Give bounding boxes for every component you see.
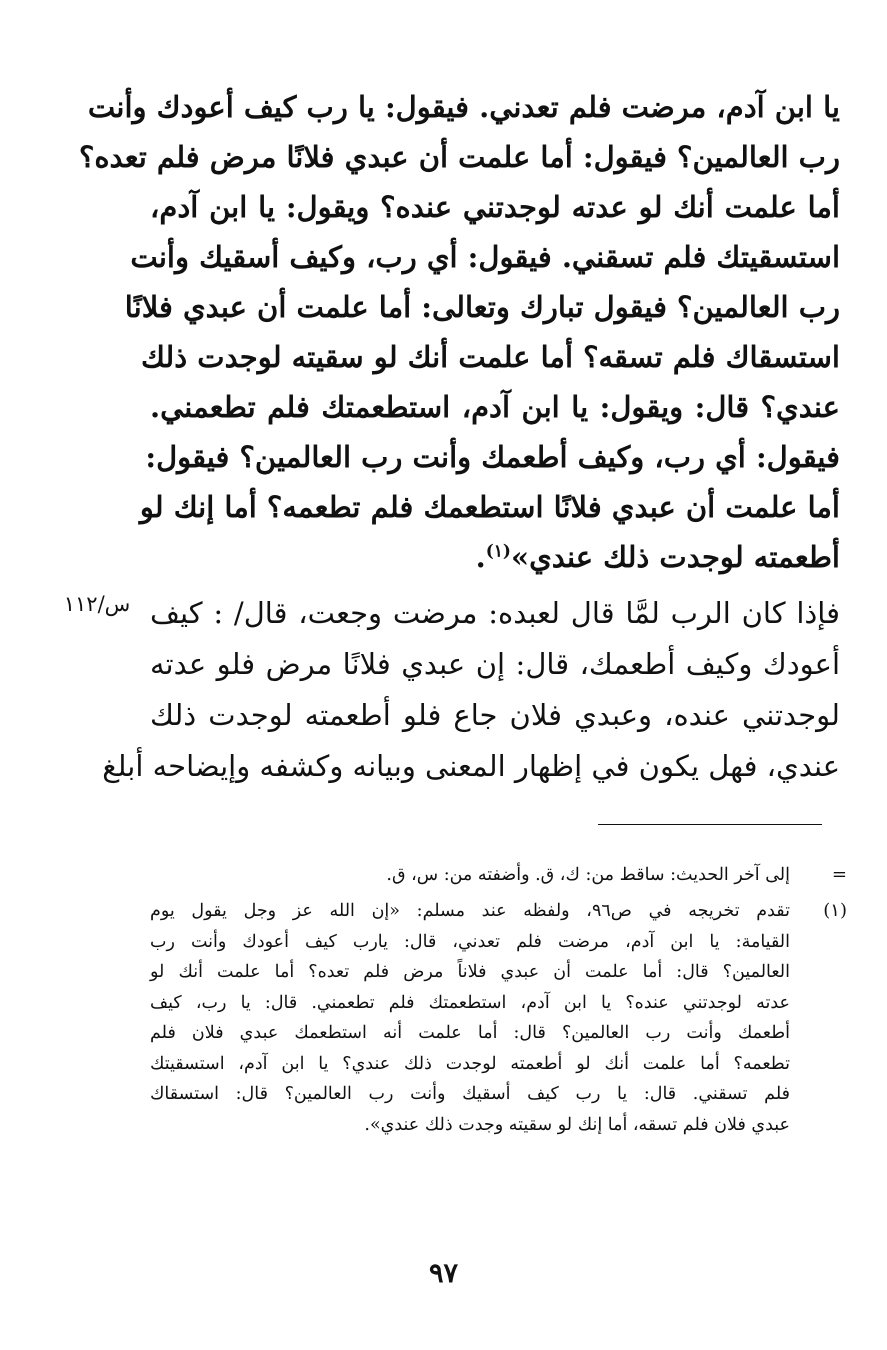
footnote-1 (150, 896, 790, 1140)
text-line-last (150, 532, 840, 582)
footnote-separator (598, 824, 822, 825)
text-line: فإذا كان الرب لمَّا قال لعبده: مرضت وجعت، قال/ : كيف (150, 596, 840, 630)
footnote-line: عدته لوجدتني عنده؟ يا ابن آدم، استطعمتك فلم تطعمني. قال: يا رب، كيف (150, 992, 790, 1013)
footnote-reference[interactable]: (١) (485, 541, 511, 562)
footnote-line: فلم تسقني. قال: يا رب كيف أسقيك وأنت رب العالمين؟ قال: استسقاك (150, 1084, 790, 1104)
footnote-continuation-marker: = (831, 864, 847, 885)
last-line-text: أطعمته لوجدت ذلك عندي» (510, 540, 840, 574)
footnote-line: العالمين؟ قال: أما علمت أن عبدي فلاناً مرض فلم تعده؟ أما علمت أنك لو (150, 962, 790, 982)
footnote-line: القيامة: يا ابن آدم، مرضت فلم تعدني، قال: يارب كيف أعودك وأنت رب (150, 931, 790, 952)
footnote-line: إلى آخر الحديث: ساقط من: ك، ق. وأضفته من: س، ق. (386, 865, 790, 885)
footnote-line: تطعمه؟ أما علمت أنك لو أطعمته لوجدت ذلك عندي؟ يا ابن آدم، استسقيتك (150, 1053, 790, 1074)
text-line: استسقيتك فلم تسقني. فيقول: أي رب، وكيف أسقيك وأنت (130, 240, 840, 274)
text-line: أما علمت أن عبدي فلانًا استطعمك فلم تطعمه؟ أما إنك لو (139, 490, 840, 524)
page-number: ٩٧ (428, 1258, 458, 1289)
footnote-line: أطعمك وأنت رب العالمين؟ قال: أما علمت أنه استطعمك عبدي فلان فلم (150, 1023, 790, 1043)
text-line: استسقاك فلم تسقه؟ أما علمت أنك لو سقيته لوجدت ذلك (140, 340, 840, 374)
text-line: أما علمت أنك لو عدته لوجدتني عنده؟ ويقول: يا ابن آدم، (150, 190, 840, 224)
footnote-line: تقدم تخريجه في ص٩٦، ولفظه عند مسلم: «إن الله عز وجل يقول يوم (150, 901, 790, 921)
main-paragraph-1 (78, 82, 840, 582)
text-line: فيقول: أي رب، وكيف أطعمك وأنت رب العالمين؟ فيقول: (145, 440, 840, 474)
footnote-line: عبدي فلان فلم تسقه، أما إنك لو سقيته وجدت ذلك عندي». (364, 1114, 790, 1135)
text-line: رب العالمين؟ فيقول تبارك وتعالى: أما علمت أن عبدي فلانًا (124, 290, 840, 324)
margin-folio-note: س/١١٢ (63, 592, 131, 616)
footnote-1-marker: (١) (823, 900, 847, 921)
text-line: أعودك وكيف أطعمك، قال: إن عبدي فلانًا مرض فلو عدته (150, 647, 840, 681)
sentence-end: . (475, 540, 486, 574)
text-line: رب العالمين؟ فيقول: أما علمت أن عبدي فلانًا مرض فلم تعده؟ (78, 140, 840, 174)
text-line: لوجدتني عنده، وعبدي فلان جاع فلو أطعمته لوجدت ذلك (150, 698, 840, 732)
main-paragraph-2 (102, 588, 840, 792)
footnote-continuation (150, 860, 790, 891)
text-line: عندي، فهل يكون في إظهار المعنى وبيانه وكشفه وإيضاحه أبلغ (102, 749, 840, 783)
text-line: عندي؟ قال: ويقول: يا ابن آدم، استطعمتك فلم تطعمني. (150, 390, 840, 424)
text-line: يا ابن آدم، مرضت فلم تعدني. فيقول: يا رب كيف أعودك وأنت (87, 90, 840, 124)
